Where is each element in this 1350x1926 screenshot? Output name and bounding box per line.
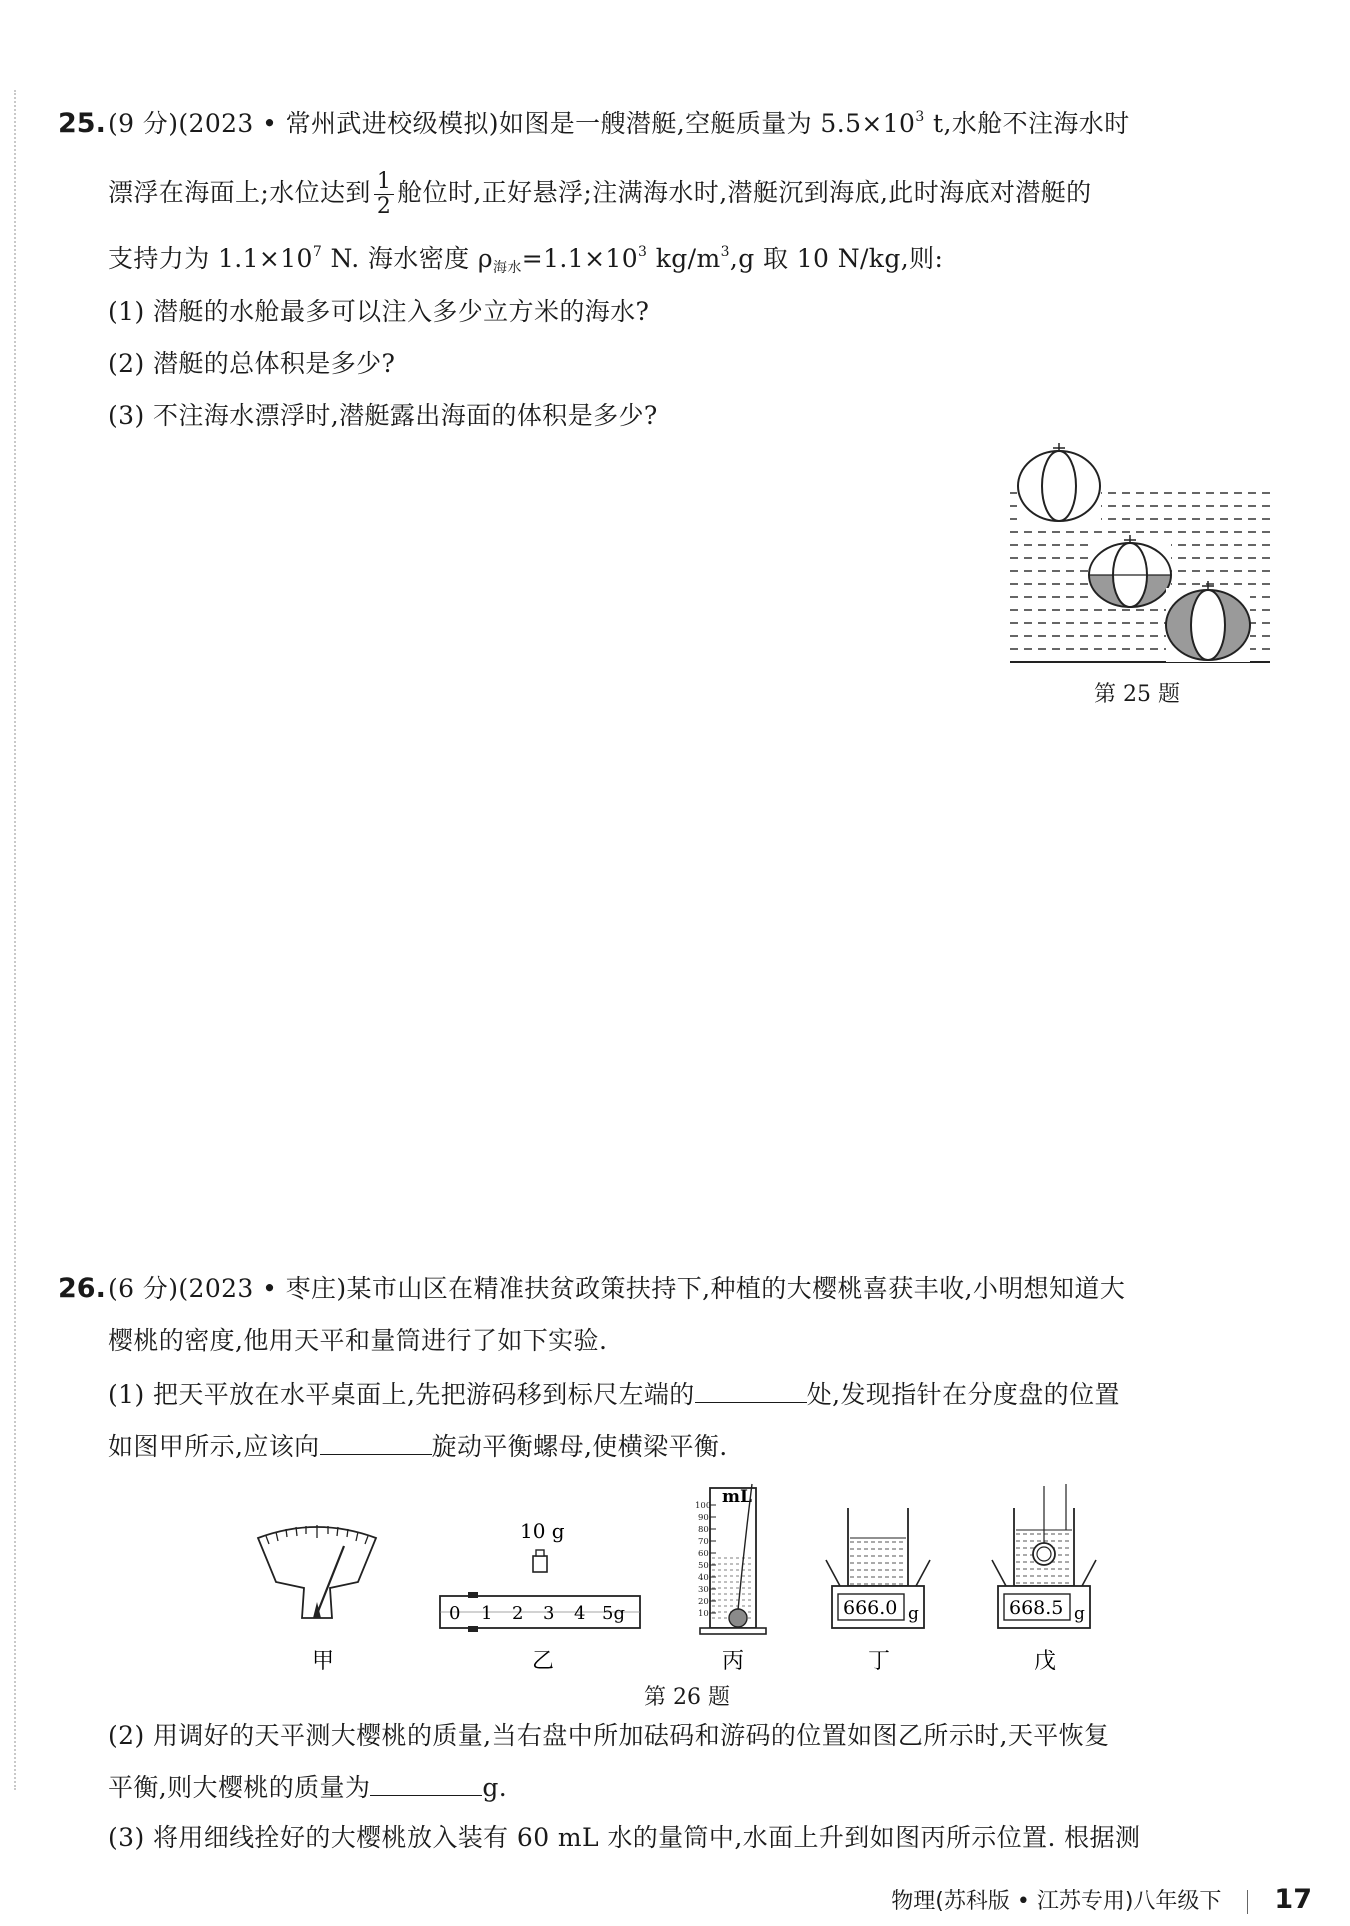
cylinder-tick: 30: [698, 1585, 709, 1595]
cylinder-tick: 80: [698, 1525, 709, 1535]
fraction-one-half: $\frac{1}{2}$: [374, 170, 394, 219]
question-25-number: 25.: [58, 108, 106, 139]
figure-25-submarines: [1000, 438, 1280, 670]
ruler-tick-2: 2: [512, 1603, 524, 1624]
scale-reading-ding: 666.0: [843, 1597, 898, 1619]
fig-label-yi: 乙: [532, 1649, 555, 1674]
cylinder-tick: 10: [698, 1609, 709, 1619]
submarine-suspended: [1089, 535, 1171, 608]
q26-stem-line1: (6 分)(2023 • 枣庄)某市山区在精准扶贫政策扶持下,种植的大樱桃喜获丰收,小明想知道大: [108, 1274, 1126, 1303]
q26-stem-line2: 樱桃的密度,他用天平和量筒进行了如下实验.: [108, 1326, 608, 1355]
q25-subquestion-3: (3) 不注海水漂浮时,潜艇露出海面的体积是多少?: [108, 401, 658, 430]
fig-label-wu: 戊: [1034, 1649, 1057, 1674]
cylinder-tick: 50: [698, 1561, 709, 1571]
page-footer: [891, 1884, 1312, 1915]
q26-part1-line2: 如图甲所示,应该向 旋动平衡螺母,使横梁平衡.: [108, 1432, 728, 1461]
q25-subquestion-2: (2) 潜艇的总体积是多少?: [108, 349, 396, 378]
cylinder-unit: mL: [722, 1487, 752, 1507]
page-number: 17: [1274, 1884, 1312, 1915]
fig-label-bing: 丙: [722, 1649, 745, 1674]
q25-stem-line3: 支持力为 $1.1\times 10^7$ N. 海水密度 $\rho_{海水}=1.1\times 10^3$ $kg/m^3,g$ 取 10 N/kg,则:: [108, 244, 944, 276]
scale-unit-ding: g: [908, 1604, 919, 1624]
q26-part1-line1: (1) 把天平放在水平桌面上,先把游码移到标尺左端的 处,发现指针在分度盘的位置: [108, 1380, 1120, 1409]
q25-stem-line1: (9 分)(2023 • 常州武进校级模拟)如图是一艘潜艇,空艇质量为 $5.5\times 10^3$ t,水舱不注海水时: [108, 109, 1130, 138]
answer-blank-3[interactable]: [370, 1773, 482, 1796]
fig-label-ding: 丁: [868, 1649, 891, 1674]
q25-subquestion-1: (1) 潜艇的水舱最多可以注入多少立方米的海水?: [108, 297, 650, 326]
margin-dotted-line: [14, 90, 16, 1790]
ruler-tick-3: 3: [543, 1603, 555, 1624]
scale-unit-wu: g: [1074, 1604, 1085, 1624]
fig-jia-pointer-dial: [258, 1525, 376, 1618]
q26-part2-line2: 平衡,则大樱桃的质量为 g.: [108, 1773, 508, 1802]
weight-label: 10 g: [520, 1519, 565, 1543]
fig-ding-beaker-scale: [826, 1508, 930, 1628]
answer-blank-2[interactable]: [320, 1432, 432, 1455]
ruler-tick-0: 0: [449, 1603, 461, 1624]
cylinder-tick: 20: [698, 1597, 709, 1607]
footer-book-title: 物理(苏科版 • 江苏专用)八年级下: [891, 1889, 1222, 1914]
footer-divider: [1247, 1890, 1248, 1914]
cylinder-tick: 60: [698, 1549, 709, 1559]
figure-26-caption: 第 26 题: [644, 1685, 730, 1710]
fig-wu-beaker-cherry-scale: [992, 1484, 1096, 1628]
figure-26-experiment: [240, 1478, 1120, 1674]
figure-25-caption: 第 25 题: [1094, 682, 1180, 707]
fig-label-jia: 甲: [312, 1649, 335, 1674]
fig-yi-balance-ruler: [440, 1519, 640, 1632]
cylinder-tick: 100: [695, 1501, 712, 1511]
q26-part3-line1: (3) 将用细线拴好的大樱桃放入装有 60 mL 水的量筒中,水面上升到如图丙所示位置. 根据测: [108, 1823, 1141, 1852]
submarine-floating: [1017, 443, 1101, 528]
cylinder-tick: 70: [698, 1537, 709, 1547]
cylinder-tick: 40: [698, 1573, 709, 1583]
q26-part2-line1: (2) 用调好的天平测大樱桃的质量,当右盘中所加砝码和游码的位置如图乙所示时,天平恢复: [108, 1721, 1110, 1750]
fig-bing-graduated-cylinder: [695, 1484, 766, 1634]
cylinder-tick: 90: [698, 1513, 709, 1523]
submarine-sunk: [1166, 581, 1250, 662]
ruler-tick-1: 1: [481, 1603, 493, 1624]
scale-reading-wu: 668.5: [1009, 1597, 1064, 1619]
question-26-number: 26.: [58, 1273, 106, 1304]
q25-stem-line2: 漂浮在海面上;水位达到 $\frac{1}{2}$ 舱位时,正好悬浮;注满海水时,潜艇沉到海底,此时海底对潜艇的: [108, 169, 1092, 219]
ruler-tick-4: 4: [574, 1603, 586, 1624]
ruler-tick-5g: 5g: [602, 1603, 625, 1624]
answer-blank-1[interactable]: [695, 1380, 807, 1403]
